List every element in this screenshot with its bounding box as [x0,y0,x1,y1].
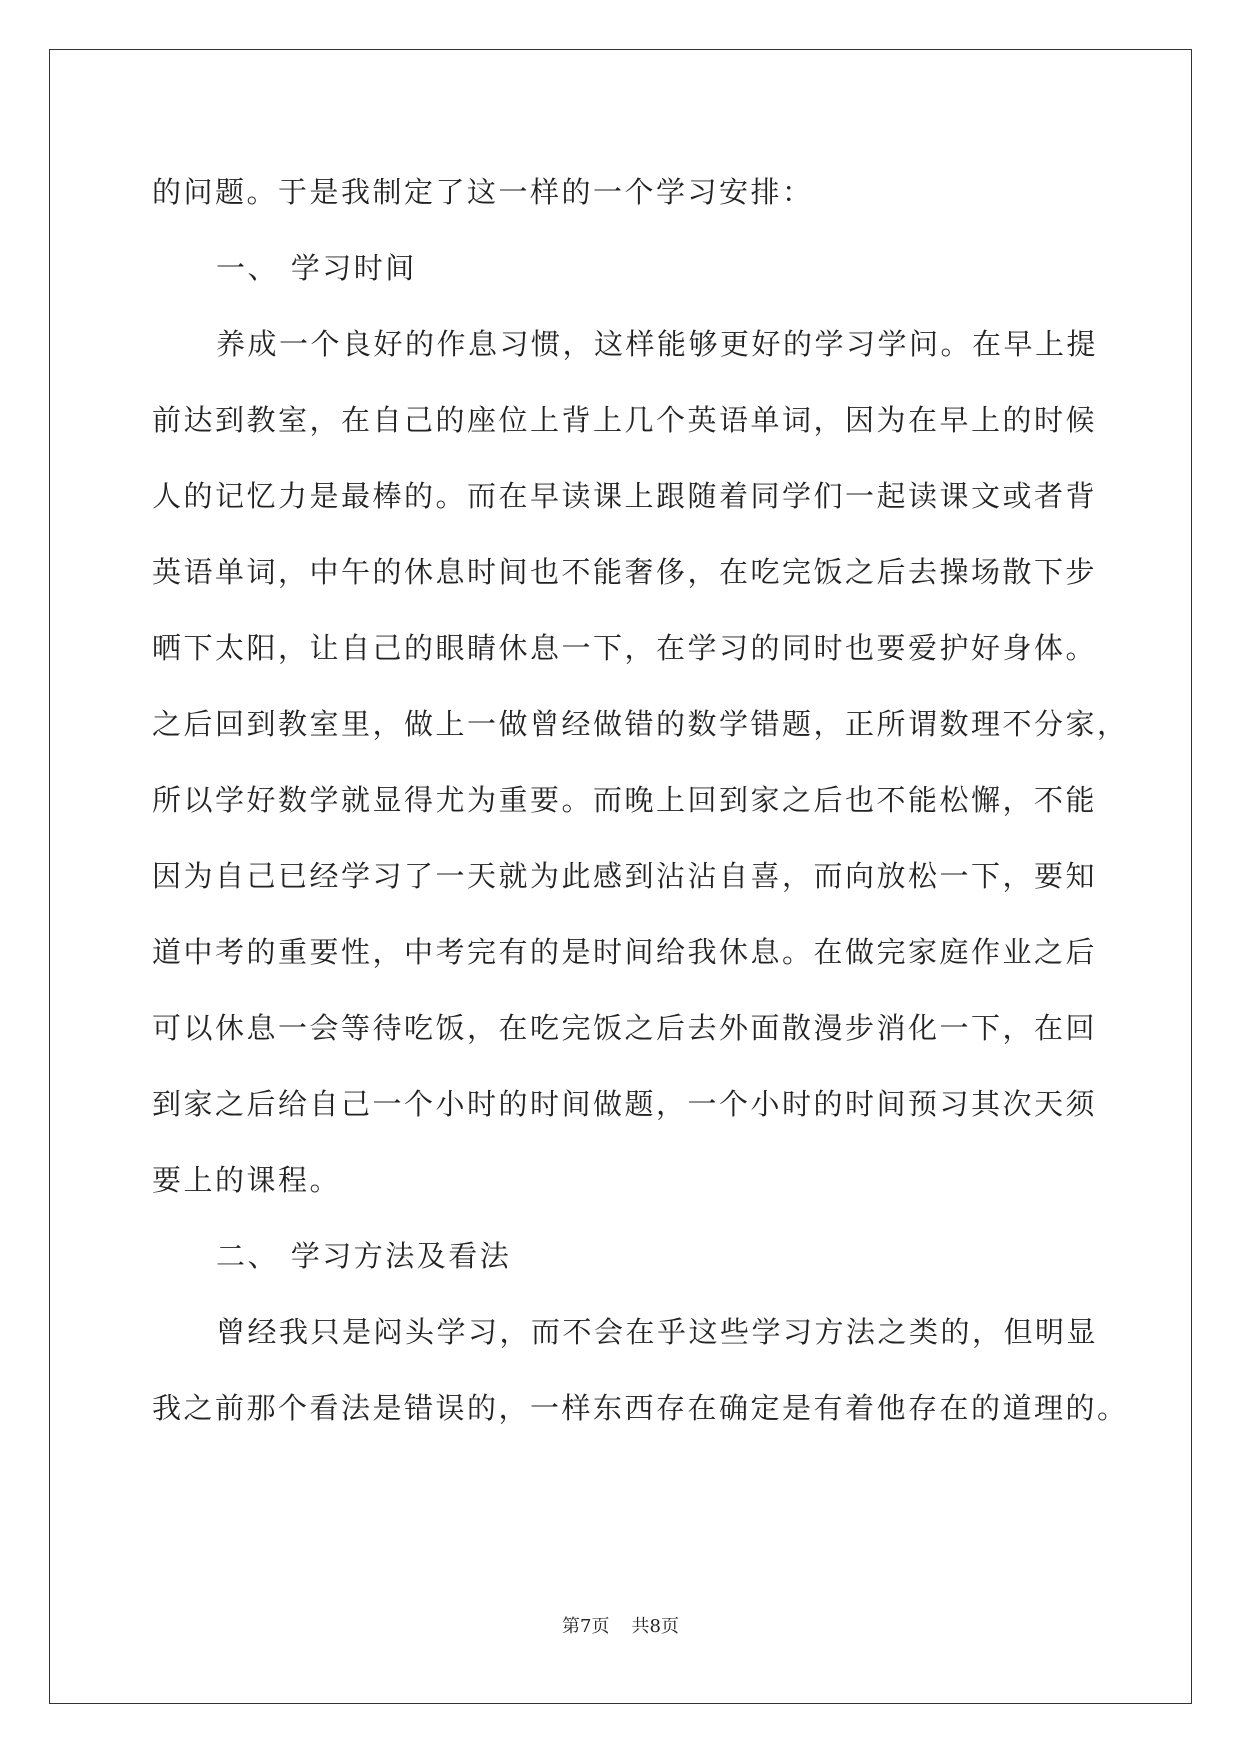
text-line: 前达到教室，在自己的座位上背上几个英语单词，因为在早上的时候 [152,403,1098,437]
text-line: 要上的课程。 [152,1163,342,1197]
text-line: 道中考的重要性，中考完有的是时间给我休息。在做完家庭作业之后 [152,935,1098,969]
text-line: 到家之后给自己一个小时的时间做题，一个小时的时间预习其次天须 [152,1087,1098,1121]
text-line: 的问题。于是我制定了这一样的一个学习安排： [152,175,814,209]
page-number: 第7页 [562,1616,610,1637]
text-line: 人的记忆力是最棒的。而在早读课上跟随着同学们一起读课文或者背 [152,479,1098,513]
text-line: 所以学好数学就显得尤为重要。而晚上回到家之后也不能松懈，不能 [152,783,1098,817]
page-footer [0,1612,1241,1638]
section-heading: 一、 学习时间 [216,251,417,285]
text-line: 我之前那个看法是错误的，一样东西存在确定是有着他存在的道理的。 [152,1391,1129,1425]
page-total: 共8页 [631,1616,679,1637]
text-line: 之后回到教室里，做上一做曾经做错的数学错题，正所谓数理不分家， [152,707,1129,741]
text-line: 晒下太阳，让自己的眼睛休息一下，在学习的同时也要爱护好身体。 [152,631,1098,665]
document-body [152,172,1129,1464]
text-line: 曾经我只是闷头学习，而不会在乎这些学习方法之类的，但明显 [216,1315,1099,1349]
text-line: 英语单词，中午的休息时间也不能奢侈，在吃完饭之后去操场散下步 [152,555,1098,589]
section-heading: 二、 学习方法及看法 [216,1239,512,1273]
text-line: 可以休息一会等待吃饭，在吃完饭之后去外面散漫步消化一下，在回 [152,1011,1098,1045]
text-line: 养成一个良好的作息习惯，这样能够更好的学习学问。在早上提 [216,327,1099,361]
text-line: 因为自己已经学习了一天就为此感到沾沾自喜，而向放松一下，要知 [152,859,1098,893]
